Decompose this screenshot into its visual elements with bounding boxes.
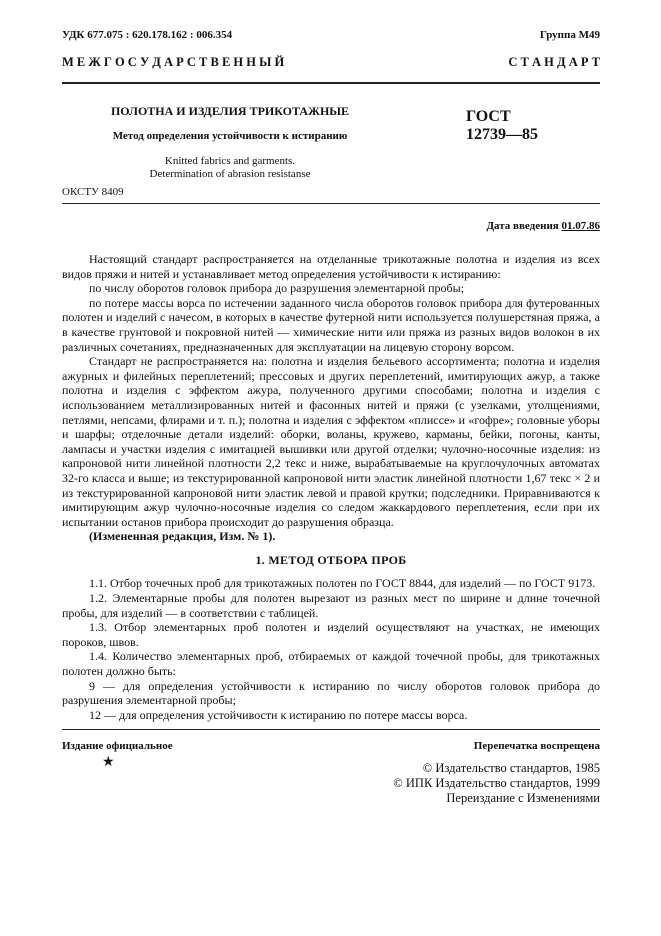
footer-rule bbox=[62, 729, 600, 730]
document-body bbox=[62, 252, 600, 722]
paragraph-exclusions: Стандарт не распространяется на: полотна и изделия бельевого ассортимента; полотна и изделия ажурных и филейных переплетений; прессовых и других переплетений, имитирующих ажур, а также полотна и изделия с эффектом ажура, полученного другими способами; полотна и изделия с использованием металлизированных нитей и фасонных нитей и пряжи (с узелками, утолщениями, петлями, непсами, флирами и т. п.); полотна и изделия с эффектом «плиссе» и «гофре»; головные уборы и шарфы; отделочные детали изделий: оборки, воланы, кружево, карманы, бейки, погоны, канты, лампасы и участки изделия с имитацией вышивки или другой отделки; чулочно-носочные изделия: из капроновой нити линейной плотности 2,2 текс и ниже, вырабатываемые на круглочулочных автоматах 32-го класса и выше; из текстурированной капроновой нити эластик линейной плотности 1,67 текс × 2 и из текстурированной капроновой нити эластик левой и правой крутки; подследники. Приравниваются к имитирующим ажур чулочно-носочные изделия со следом жаккардового переплетения, если при их испытании останов прибора происходит до разрушения образца. bbox=[62, 354, 600, 529]
paragraph-scope: Настоящий стандарт распространяется на отделанные трикотажные полотна и изделия из всех видов пряжи и нитей и устанавливает метод определения устойчивости к истиранию: bbox=[62, 252, 600, 281]
english-title bbox=[100, 155, 360, 181]
clause-1-3: 1.3. Отбор элементарных проб полотен и изделий осуществляют на участках, не имеющих пороков, швов. bbox=[62, 620, 600, 649]
clause-1-4-item-9: 9 — для определения устойчивости к истиранию по числу оборотов головок прибора до разрушения элементарной пробы; bbox=[62, 678, 600, 708]
method-subtitle: Метод определения устойчивости к истиранию bbox=[112, 130, 348, 142]
copyright-1985: © Издательство стандартов, 1985 bbox=[422, 761, 600, 775]
clause-1-4: 1.4. Количество элементарных проб, отбираемых от каждой точечной пробы, для трикотажных полотен должно быть: bbox=[62, 649, 600, 679]
english-title-line1: Knitted fabrics and garments. bbox=[164, 155, 296, 167]
group-code: Группа М49 bbox=[539, 29, 600, 41]
standard-type-word2: С Т А Н Д А Р Т bbox=[508, 55, 600, 69]
section-heading: 1. МЕТОД ОТБОРА ПРОБ bbox=[255, 552, 407, 567]
gost-block bbox=[466, 108, 538, 144]
intro-date bbox=[486, 220, 600, 232]
reprint-prohibited: Перепечатка воспрещена bbox=[473, 740, 600, 752]
standard-type-heading bbox=[62, 55, 600, 70]
document-title: ПОЛОТНА И ИЗДЕЛИЯ ТРИКОТАЖНЫЕ bbox=[110, 104, 350, 118]
clause-1-1: 1.1. Отбор точечных проб для трикотажных полотен по ГОСТ 8844, для изделий — по ГОСТ 9173. bbox=[89, 576, 596, 591]
standard-type-word1: М Е Ж Г О С У Д А Р С Т В Е Н Н Ы Й bbox=[62, 55, 285, 69]
reedition-note: Переиздание с Изменениями bbox=[446, 791, 600, 805]
okstu-code: ОКСТУ 8409 bbox=[62, 186, 124, 198]
gost-label: ГОСТ bbox=[466, 108, 511, 125]
clause-1-2: 1.2. Элементарные пробы для полотен вырезают из разных мест по ширине и длине точечной пробы, для изделий — в соответствии с таблицей. bbox=[62, 591, 600, 620]
amendment-note: (Измененная редакция, Изм. № 1). bbox=[89, 529, 276, 544]
title-rule bbox=[62, 203, 600, 204]
copyright-block bbox=[393, 761, 600, 806]
paragraph-method-revolutions: по числу оборотов головок прибора до разрушения элементарной пробы; bbox=[89, 281, 465, 296]
gost-number: 12739—85 bbox=[466, 126, 538, 143]
clause-1-4-item-12: 12 — для определения устойчивости к истиранию по потере массы ворса. bbox=[89, 707, 468, 722]
intro-date-value: 01.07.86 bbox=[561, 220, 600, 232]
copyright-1999: © ИПК Издательство стандартов, 1999 bbox=[393, 776, 600, 790]
star-icon: ★ bbox=[102, 755, 115, 770]
official-edition: Издание официальное bbox=[62, 740, 173, 752]
top-rule bbox=[62, 82, 600, 84]
intro-date-label: Дата введения bbox=[486, 220, 559, 232]
paragraph-method-pile-loss: по потере массы ворса по истечении заданного числа оборотов головок прибора для футерованных полотен и изделий с начесом, в которых в качестве футерной нити используется полушерстяная пряжа, а в качестве грунтовой и покровной нитей — химические нити или пряжа из разных видов волокон в их различных сочетаниях, предназначенных для эксплуатации на лицевую сторону ворсом. bbox=[62, 295, 600, 354]
english-title-line2: Determination of abrasion resistanse bbox=[149, 168, 311, 180]
udk-code: УДК 677.075 : 620.178.162 : 006.354 bbox=[62, 29, 233, 41]
